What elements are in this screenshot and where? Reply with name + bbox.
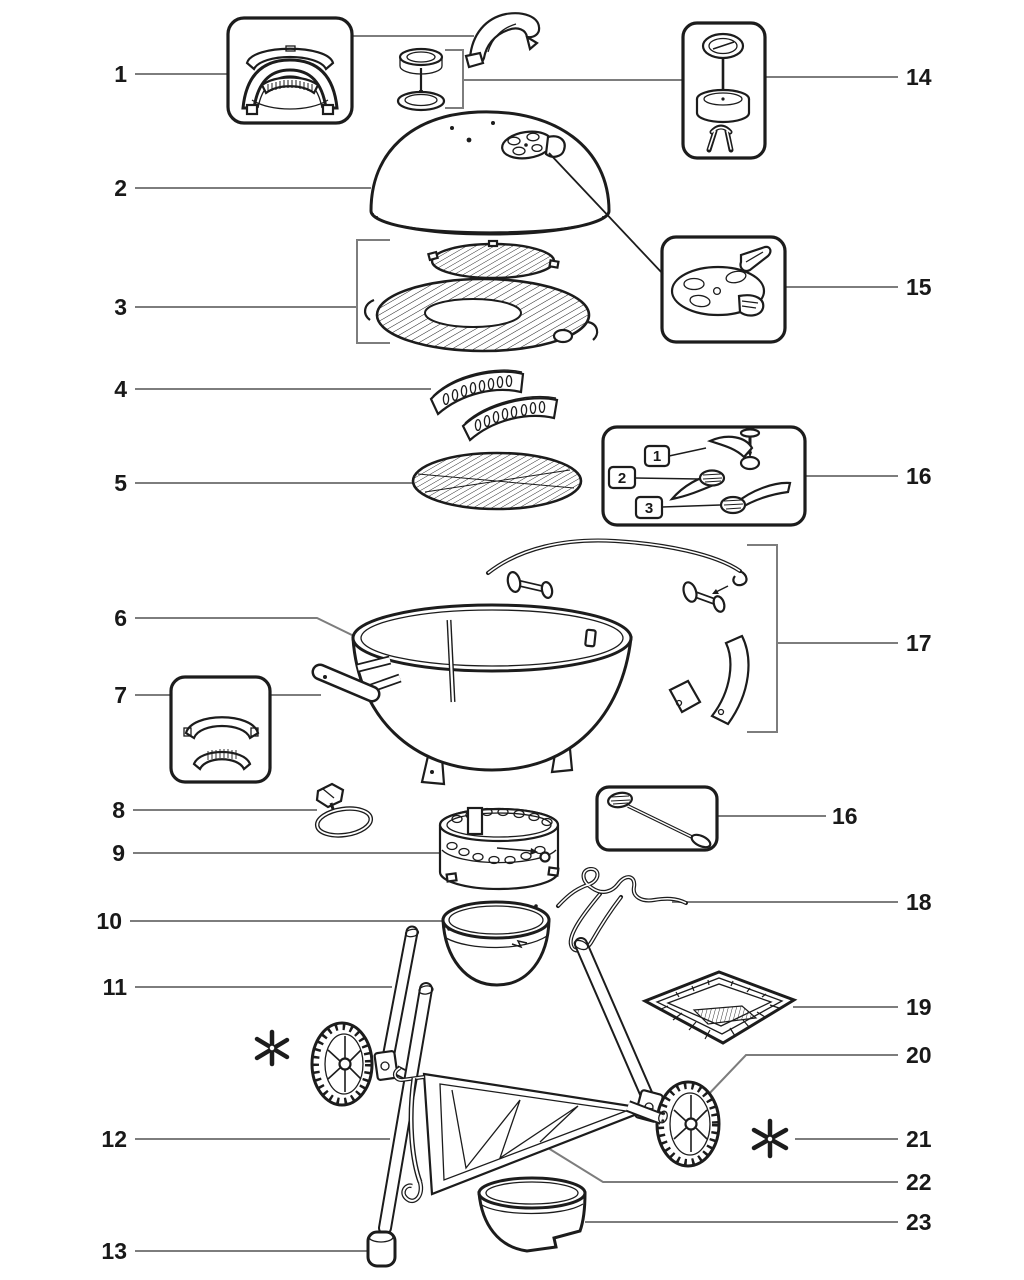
damper-handles-box — [603, 427, 805, 525]
damper-box — [662, 237, 785, 342]
inset-callout-1 — [645, 446, 706, 466]
leg-right — [573, 939, 673, 1123]
callout-10-label: 10 — [96, 908, 122, 934]
callout-1-label: 1 — [114, 61, 127, 87]
callout-12-label: 12 — [101, 1126, 127, 1152]
sweep-handle-box — [597, 787, 717, 850]
callout-14-label: 14 — [906, 64, 932, 90]
ash-catcher-bowl — [443, 902, 549, 985]
callout-19-label: 19 — [906, 994, 932, 1020]
callout-18-label: 18 — [906, 889, 932, 915]
callout-7-label: 7 — [114, 682, 127, 708]
toggle-pin-left — [506, 571, 554, 599]
wheel-cap-left — [257, 1032, 287, 1064]
callout-23-label: 23 — [906, 1209, 932, 1235]
wheel-cap-right — [754, 1121, 786, 1156]
ash-pan-tray — [645, 972, 794, 1043]
callout-5-label: 5 — [114, 470, 127, 496]
callout-4-label: 4 — [114, 376, 127, 402]
tool-hook — [315, 784, 372, 839]
inset-3-label: 3 — [644, 500, 654, 517]
callout-6-label: 6 — [114, 605, 127, 631]
cooking-grates — [365, 241, 597, 351]
callout-2-label: 2 — [114, 175, 127, 201]
callout-15-label: 15 — [906, 274, 932, 300]
callout-17-label: 17 — [906, 630, 932, 656]
callout-8-label: 8 — [112, 797, 125, 823]
callout-11-label: 11 — [102, 974, 127, 1000]
bowl — [320, 605, 631, 784]
callout-16b-label: 16 — [832, 803, 858, 829]
side-handles-box — [171, 677, 270, 782]
inset-callout-3 — [636, 497, 720, 518]
callout-13-label: 13 — [101, 1238, 127, 1264]
inset-callout-2 — [609, 467, 699, 488]
inset-1-label: 1 — [652, 448, 662, 465]
thermometer-grommet — [398, 49, 444, 110]
callout-21-label: 21 — [906, 1126, 932, 1152]
charcoal-grate — [413, 453, 581, 509]
wheel-right — [657, 1082, 719, 1166]
callout-22-label: 22 — [906, 1169, 932, 1195]
one-touch-ring — [440, 808, 558, 889]
toggle-pin-right — [681, 581, 726, 614]
lid-handle-box — [228, 18, 352, 123]
thermometer-box — [683, 23, 765, 158]
callout-16-label: 16 — [906, 463, 932, 489]
charcoal-rails — [431, 370, 557, 440]
callout-3-label: 3 — [114, 294, 127, 320]
lid-handle-3d — [466, 13, 539, 67]
inset-2-label: 2 — [617, 470, 627, 487]
leg-cap — [368, 1232, 395, 1266]
callout-9-label: 9 — [112, 840, 125, 866]
ash-catcher-pan — [479, 1178, 585, 1251]
wheel-left — [312, 1023, 372, 1105]
callout-20-label: 20 — [906, 1042, 932, 1068]
